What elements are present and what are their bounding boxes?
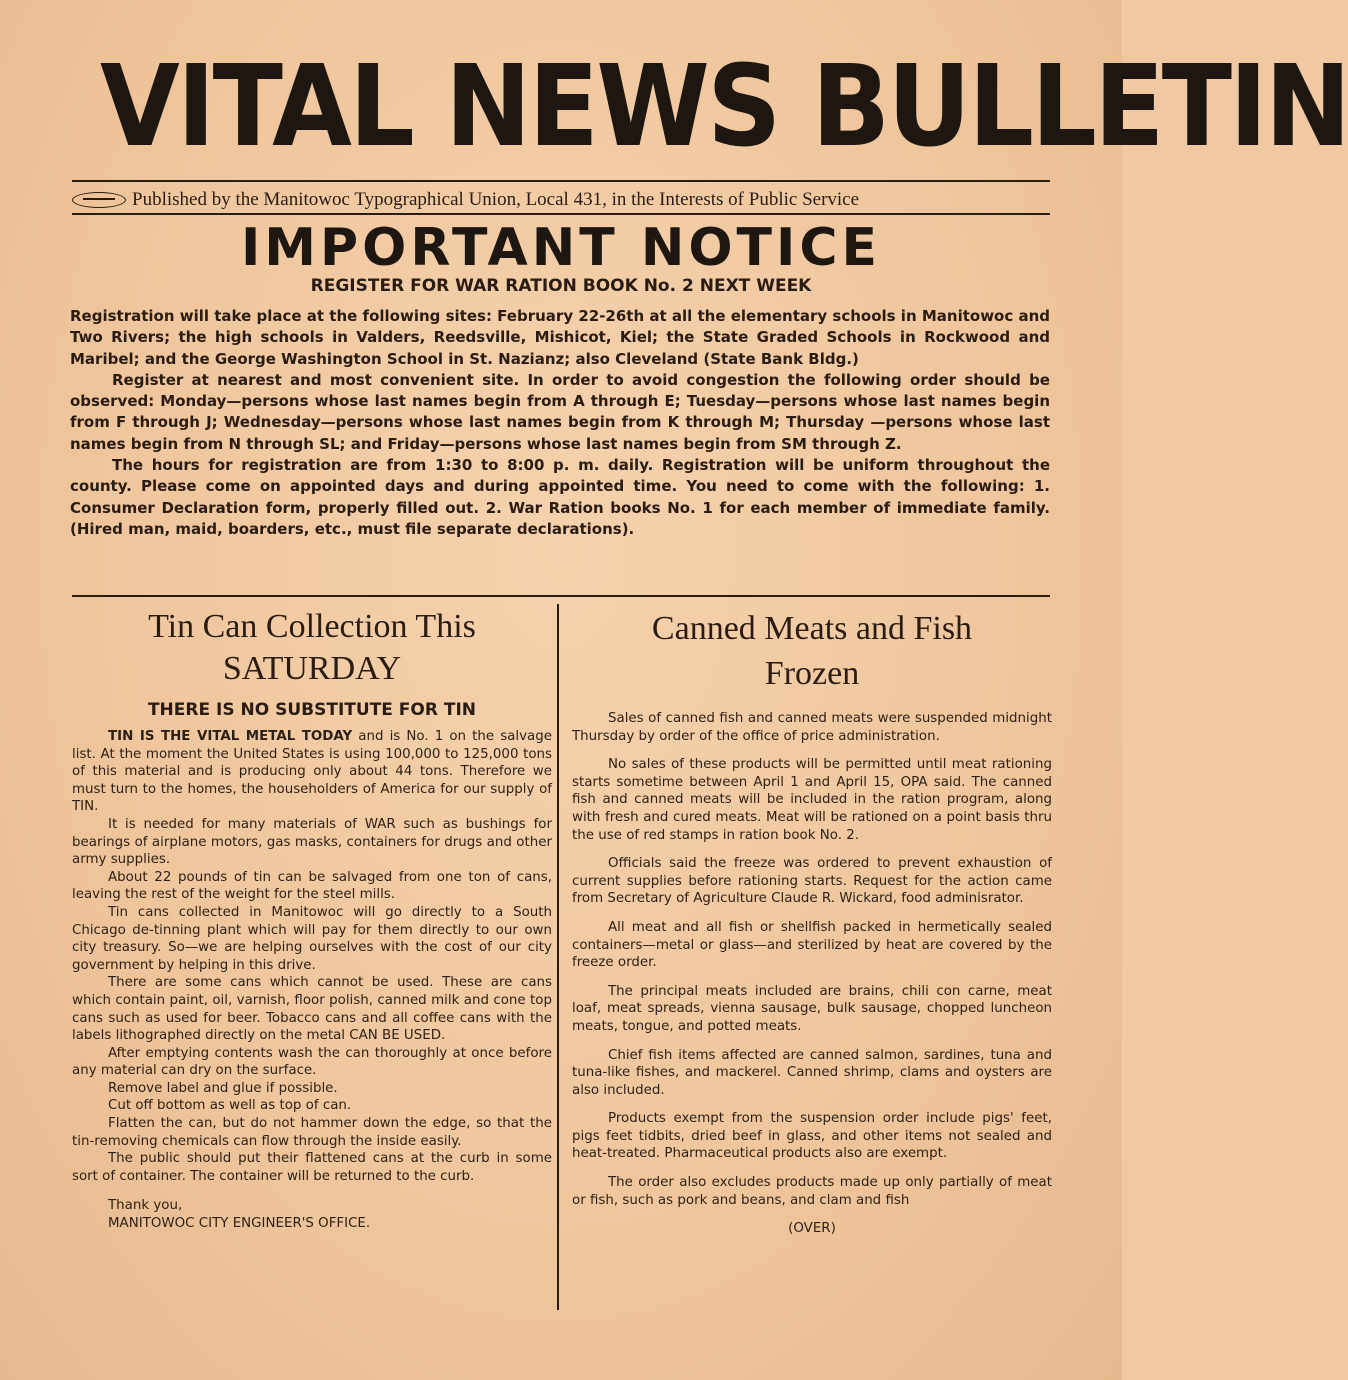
article-paragraph: Flatten the can, but do not hammer down the edge, so that the tin-removing chemicals can flow through the inside easily. xyxy=(72,1116,552,1149)
article-paragraph: Sales of canned fish and canned meats were suspended midnight Thursday by order of the office of price administration. xyxy=(572,711,1052,744)
article-paragraph: The principal meats included are brains, chili con carne, meat loaf, meat spreads, vienna sausage, bulk sausage, chopped luncheon meats, tongue, and potted meats. xyxy=(572,983,1052,1034)
signature-line: MANITOWOC CITY ENGINEER'S OFFICE. xyxy=(108,1216,371,1232)
article-paragraph xyxy=(72,728,552,816)
article-paragraph: About 22 pounds of tin can be salvaged from one ton of cans, leaving the rest of the weight for the steel mills. xyxy=(72,869,552,903)
publisher-rule xyxy=(72,213,1050,215)
over-marker: (OVER) xyxy=(788,1221,836,1237)
meats-headline-line-2: Frozen xyxy=(764,655,860,692)
publisher-line xyxy=(72,187,1052,213)
meats-headline xyxy=(572,606,1052,696)
masthead-rule xyxy=(72,180,1050,182)
tin-can-column xyxy=(72,604,552,1233)
signature-block xyxy=(72,1197,552,1232)
article-paragraph: Officials said the freeze was ordered to prevent exhaustion of current supplies before rationing starts. Request for the action came from Secretary of Agriculture Claude R. Wickard, food adminisrator. xyxy=(572,856,1052,907)
tin-headline-line-1: Tin Can Collection This xyxy=(148,608,476,645)
meats-article xyxy=(572,710,1052,1238)
meats-headline-line-1: Canned Meats and Fish xyxy=(651,610,973,647)
article-paragraph: The order also excludes products made up only partially of meat or fish, such as pork and beans, and clam and fish xyxy=(572,1175,1052,1208)
notice-subtitle: REGISTER FOR WAR RATION BOOK No. 2 NEXT WEEK xyxy=(310,276,812,296)
article-paragraph: Tin cans collected in Manitowoc will go directly to a South Chicago de-tinning plant which will pay for them directly to our own city treasury. So—we are helping ourselves with the cost of our city government by helping in this drive. xyxy=(72,904,552,973)
union-label-icon xyxy=(72,192,126,208)
publisher-text: Published by the Manitowoc Typographical Union, Local 431, in the Interests of Public Service xyxy=(132,189,860,210)
article-paragraph: The public should put their flattened cans at the curb in some sort of container. The container will be returned to the curb. xyxy=(72,1151,552,1184)
tin-headline-line-2: SATURDAY xyxy=(222,650,402,687)
registration-paragraph: Registration will take place at the following sites: February 22-26th at all the elementary schools in Manitowoc and Two Rivers; the high schools in Valders, Reedsville, Mishicot, Kiel; the State Graded Schools in Rockwood and Maribel; and the George Washington School in St. Nazianz; also Cleveland (State Bank Bldg.) xyxy=(70,307,1051,368)
tin-lead: TIN IS THE VITAL METAL TODAY xyxy=(108,729,353,744)
canned-meats-column xyxy=(572,604,1052,1238)
thanks-line: Thank you, xyxy=(108,1198,183,1214)
tin-subhead: THERE IS NO SUBSTITUTE FOR TIN xyxy=(147,700,477,720)
registration-section xyxy=(70,306,1050,540)
article-paragraph: All meat and all fish or shellfish packed in hermetically sealed containers—metal or glass—and sterilized by heat are covered by the freeze order. xyxy=(572,919,1052,971)
article-paragraph: There are some cans which cannot be used. These are cans which contain paint, oil, varnish, floor polish, canned milk and cone top cans such as used for beer. Tobacco cans and all coffee cans with the labels lithographed directly on the metal CAN BE USED. xyxy=(72,975,552,1044)
tin-headline xyxy=(72,606,552,690)
article-paragraph: Chief fish items affected are canned salmon, sardines, tuna and tuna-like fishes, and mackerel. Canned shrimp, clams and oysters are also included. xyxy=(572,1047,1052,1098)
article-paragraph: It is needed for many materials of WAR such as bushings for bearings of airplane motors, gas masks, containers for drugs and other army supplies. xyxy=(72,816,552,868)
column-divider xyxy=(557,604,559,1310)
registration-paragraph: The hours for registration are from 1:30 to 8:00 p. m. daily. Registration will be uniform throughout the county. Please come on appointed days and during appointed time. You need to come with the following: 1. Consumer Declaration form, properly filled out. 2. War Ration books No. 1 for each member of immediate family. (Hired man, maid, boarders, etc., must file separate declarations). xyxy=(70,456,1050,538)
tin-article xyxy=(72,728,552,1233)
article-paragraph: No sales of these products will be permitted until meat rationing starts sometime between April 1 and April 15, OPA said. The canned fish and canned meats will be included in the ration program, along with fresh and cured meats. Meat will be rationed on a point basis thru the use of red stamps in ration book No. 2. xyxy=(572,757,1052,843)
notice-title: IMPORTANT NOTICE xyxy=(240,218,882,278)
article-paragraph: After emptying contents wash the can thoroughly at once before any material can dry on the surface. xyxy=(72,1045,552,1079)
article-paragraph: Cut off bottom as well as top of can. xyxy=(108,1098,352,1114)
article-paragraph: Remove label and glue if possible. xyxy=(108,1080,338,1096)
tin-lead-rest: and is No. 1 on the salvage list. At the moment the United States is using 100,000 to 125,000 tons of this material and is producing only about 44 tons. Therefore we must turn to the homes, the householders of America for our supply of TIN. xyxy=(72,729,552,815)
masthead-title: VITAL NEWS BULLETIN xyxy=(100,42,1348,172)
article-paragraph: Products exempt from the suspension order include pigs' feet, pigs feet tidbits, dried beef in glass, and other items not sealed and heat-treated. Pharmaceutical products also are exempt. xyxy=(572,1111,1052,1162)
section-rule xyxy=(72,595,1050,597)
registration-paragraph: Register at nearest and most convenient site. In order to avoid congestion the following order should be observed: Monday—persons whose last names begin from A through E; Tuesday—persons whose last names begin from F through J; Wednesday—persons whose last names begin from K through M; Thursday —persons whose last names begin from N through SL; and Friday—persons whose last names begin from SM through Z. xyxy=(70,370,1050,453)
